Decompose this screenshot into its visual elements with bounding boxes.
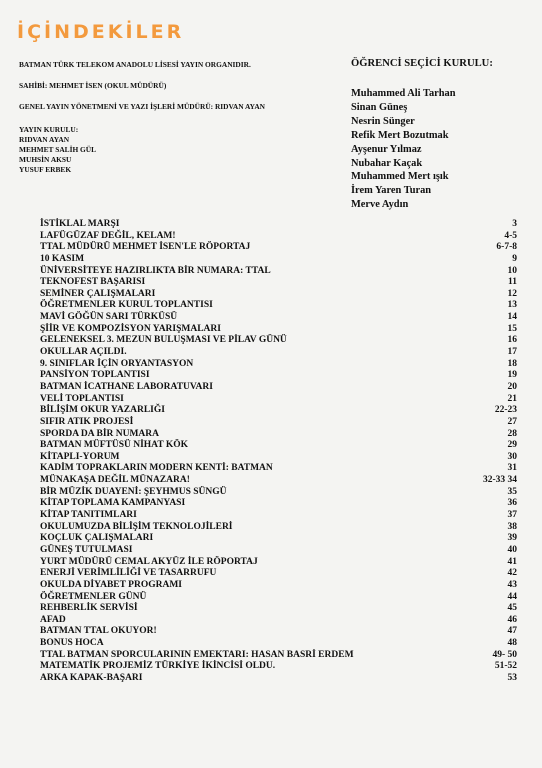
toc-entry-title: MAVİ GÖĞÜN SARI TÜRKÜSÜ xyxy=(40,312,178,323)
toc-entry-page: 41 xyxy=(507,556,517,567)
toc-entry-page: 4-5 xyxy=(504,230,517,241)
toc-entry-title: TTAL MÜDÜRÜ MEHMET İSEN'LE RÖPORTAJ xyxy=(40,242,251,253)
toc-entry-page: 48 xyxy=(507,638,517,649)
toc-entry[interactable] xyxy=(40,347,517,359)
toc-entry[interactable] xyxy=(40,452,517,464)
toc-entry-title: OKULDA DİYABET PROGRAMI xyxy=(40,579,182,590)
toc-entry-title: GÜNEŞ TUTULMASI xyxy=(40,544,133,555)
toc-entry-title: 9. SINIFLAR İÇİN ORYANTASYON xyxy=(40,358,194,369)
toc-entry-page: 38 xyxy=(507,521,517,532)
committee-member: Muhammed Ali Tarhan xyxy=(351,88,456,99)
toc-entry[interactable] xyxy=(40,626,517,638)
toc-entry[interactable] xyxy=(40,522,517,534)
toc-entry-title: 10 KASIM xyxy=(40,253,85,264)
toc-entry-page: 47 xyxy=(507,626,517,637)
toc-entry-title: İSTİKLAL MARŞI xyxy=(40,219,120,229)
toc-entry-title: SPORDA DA BİR NUMARA xyxy=(40,428,160,439)
toc-entry-title: ÖĞRETMENLER KURUL TOPLANTISI xyxy=(40,300,213,311)
toc-entry-page: 21 xyxy=(507,393,517,404)
toc-entry-page: 49- 50 xyxy=(492,649,517,660)
toc-entry-page: 44 xyxy=(507,591,517,602)
committee-list xyxy=(351,87,493,212)
toc-entry-page: 30 xyxy=(507,451,517,462)
toc-entry-page: 27 xyxy=(507,416,517,427)
toc-entry[interactable] xyxy=(40,650,517,662)
committee-member: Merve Aydın xyxy=(351,199,409,211)
toc-entry[interactable] xyxy=(40,254,517,266)
toc-entry-page: 32-33 34 xyxy=(482,475,517,486)
toc-entry[interactable] xyxy=(40,266,517,278)
publisher-info xyxy=(19,60,265,175)
toc-entry[interactable] xyxy=(40,429,517,441)
toc-entry-title: BATMAN İCATHANE LABORATUVARI xyxy=(40,381,213,392)
toc-entry-title: OKULUMUZDA BİLİŞİM TEKNOLOJİLERİ xyxy=(40,521,233,532)
toc-entry[interactable] xyxy=(40,510,517,522)
toc-entry-title: BİLİŞİM OKUR YAZARLIĞI xyxy=(40,405,165,416)
committee-member: Muhammed Mert ışık xyxy=(351,171,449,183)
toc-entry-title: VELİ TOPLANTISI xyxy=(40,393,124,404)
toc-entry-page: 35 xyxy=(507,486,517,497)
toc-entry[interactable] xyxy=(40,533,517,545)
toc-entry-title: TEKNOFEST BAŞARISI xyxy=(40,277,146,288)
toc-entry-title: SEMİNER ÇALIŞMALARI xyxy=(40,288,156,299)
toc-entry[interactable] xyxy=(40,592,517,604)
board-member: YUSUF ERBEK xyxy=(19,165,72,174)
toc-entry-title: BİR MÜZİK DUAYENİ: ŞEYHMUS SÜNGÜ xyxy=(40,486,227,497)
toc-entry-page: 29 xyxy=(507,440,517,451)
toc-entry-page: 18 xyxy=(507,358,517,369)
toc-entry-page: 11 xyxy=(508,277,517,288)
toc-entry[interactable] xyxy=(40,568,517,580)
toc-entry-page: 39 xyxy=(507,533,517,544)
toc-entry-page: 46 xyxy=(507,614,517,625)
toc-entry-title: BATMAN TTAL OKUYOR! xyxy=(40,626,157,637)
board-member: MUHSİN AKSU xyxy=(19,155,72,164)
toc-entry-title: MÜNAKAŞA DEĞİL MÜNAZARA! xyxy=(40,475,190,486)
toc-entry[interactable] xyxy=(40,545,517,557)
committee-member: Refik Mert Bozutmak xyxy=(351,129,449,141)
toc-entry[interactable] xyxy=(40,359,517,371)
toc-entry-title: TTAL BATMAN SPORCULARININ EMEKTARI: HASAN BASRİ ERDEM xyxy=(40,649,354,660)
toc-entry[interactable] xyxy=(40,661,517,673)
toc-entry-page: 19 xyxy=(507,370,517,381)
toc-entry-page: 40 xyxy=(507,544,517,555)
toc-entry[interactable] xyxy=(40,405,517,417)
toc-entry-title: KİTAP TOPLAMA KAMPANYASI xyxy=(40,498,186,509)
toc-entry-title: ÖĞRETMENLER GÜNÜ xyxy=(40,591,147,602)
toc-entry[interactable] xyxy=(40,289,517,301)
toc-entry-title: AFAD xyxy=(40,614,66,625)
toc-entry[interactable] xyxy=(40,300,517,312)
toc-entry-page: 15 xyxy=(507,323,517,334)
committee-member: Nubahar Kaçak xyxy=(351,157,423,169)
toc-entry[interactable] xyxy=(40,580,517,592)
toc-entry-title: PANSİYON TOPLANTISI xyxy=(40,370,150,381)
toc-entry[interactable] xyxy=(40,219,517,231)
toc-entry[interactable] xyxy=(40,324,517,336)
toc-entry[interactable] xyxy=(40,394,517,406)
toc-entry-title: YURT MÜDÜRÜ CEMAL AKYÜZ İLE RÖPORTAJ xyxy=(40,556,258,567)
toc-entry-title: KADİM TOPRAKLARIN MODERN KENTİ: BATMAN xyxy=(40,463,273,474)
toc-entry[interactable] xyxy=(40,312,517,324)
toc-entry[interactable] xyxy=(40,335,517,347)
toc-entry-page: 16 xyxy=(507,335,517,346)
committee-member: İrem Yaren Turan xyxy=(351,185,432,197)
toc-entry-title: LAFÜGÜZAF DEĞİL, KELAM! xyxy=(40,230,176,241)
toc-entry-title: KİTAP TANITIMLARI xyxy=(40,510,137,521)
toc-entry-title: BONUS HOCA xyxy=(40,638,104,649)
board-member: RIDVAN AYAN xyxy=(19,135,70,144)
toc-entry[interactable] xyxy=(40,498,517,510)
toc-entry[interactable] xyxy=(40,370,517,382)
toc-entry-title: GELENEKSEL 3. MEZUN BULUŞMASI VE PİLAV GÜNÜ xyxy=(40,335,287,346)
toc-entry[interactable] xyxy=(40,463,517,475)
toc-entry-page: 14 xyxy=(507,312,517,323)
committee-member: Ayşenur Yılmaz xyxy=(351,143,422,155)
toc-entry-title: ARKA KAPAK-BAŞARI xyxy=(40,672,143,683)
toc-entry[interactable] xyxy=(40,277,517,289)
toc-entry[interactable] xyxy=(40,603,517,615)
committee-member: Sinan Güneş xyxy=(351,101,408,113)
committee-heading: ÖĞRENCİ SEÇİCİ KURULU: xyxy=(351,58,493,69)
toc-entry-page: 22-23 xyxy=(494,405,517,416)
toc-entry[interactable] xyxy=(40,440,517,452)
toc-entry-title: ŞİİR VE KOMPOZİSYON YARIŞMALARI xyxy=(40,323,221,334)
toc-entry-page: 12 xyxy=(507,288,517,299)
toc-entry-page: 51-52 xyxy=(494,661,517,672)
board-member: MEHMET SALİH GÜL xyxy=(19,145,97,154)
toc-entry-page: 20 xyxy=(507,381,517,392)
toc-entry[interactable] xyxy=(40,231,517,243)
toc-entry[interactable] xyxy=(40,382,517,394)
toc-entry-page: 53 xyxy=(507,672,517,683)
board-title: YAYIN KURULU: xyxy=(19,125,79,134)
toc-entry[interactable] xyxy=(40,475,517,487)
toc-entry-page: 31 xyxy=(507,463,517,474)
toc-entry-title: SIFIR ATIK PROJESİ xyxy=(40,416,134,427)
toc-entry-title: KİTAPLI-YORUM xyxy=(40,451,120,462)
toc-entry-page: 3 xyxy=(512,219,517,229)
toc-entry[interactable] xyxy=(40,242,517,254)
toc-entry[interactable] xyxy=(40,615,517,627)
toc-entry[interactable] xyxy=(40,487,517,499)
toc-entry-page: 43 xyxy=(507,579,517,590)
toc-entry-page: 10 xyxy=(507,265,517,276)
toc-entry-page: 13 xyxy=(507,300,517,311)
toc-entry-page: 6-7-8 xyxy=(496,242,517,253)
toc-entry-title: ENERJİ VERİMLİLİĞİ VE TASARRUFU xyxy=(40,568,217,579)
toc-entry-page: 17 xyxy=(507,347,517,358)
toc-entry-title: BATMAN MÜFTÜSÜ NİHAT KÖK xyxy=(40,440,189,451)
toc-entry[interactable] xyxy=(40,673,517,685)
toc-entry-page: 9 xyxy=(512,253,517,264)
toc-entry[interactable] xyxy=(40,557,517,569)
table-of-contents xyxy=(40,219,517,685)
page-title: İÇİNDEKİLER xyxy=(17,21,185,43)
toc-entry[interactable] xyxy=(40,417,517,429)
toc-entry-title: ÜNİVERSİTEYE HAZIRLIKTA BİR NUMARA: TTAL xyxy=(40,265,271,276)
toc-entry-title: REHBERLİK SERVİSİ xyxy=(40,603,138,614)
publisher-organ: BATMAN TÜRK TELEKOM ANADOLU LİSESİ YAYIN ORGANIDIR. xyxy=(19,60,251,69)
committee-member: Nesrin Sünger xyxy=(351,115,415,127)
toc-entry-title: KOÇLUK ÇALIŞMALARI xyxy=(40,533,154,544)
toc-entry-title: OKULLAR AÇILDI. xyxy=(40,347,127,358)
publisher-owner: SAHİBİ: MEHMET İSEN (OKUL MÜDÜRÜ) xyxy=(19,81,167,90)
toc-entry-page: 37 xyxy=(507,510,517,521)
toc-entry-page: 36 xyxy=(507,498,517,509)
student-committee xyxy=(351,58,493,212)
toc-entry-page: 42 xyxy=(507,568,517,579)
toc-entry[interactable] xyxy=(40,638,517,650)
toc-entry-title: MATEMATİK PROJEMİZ TÜRKİYE İKİNCİSİ OLDU. xyxy=(40,661,276,672)
publisher-editor: GENEL YAYIN YÖNETMENİ VE YAZI İŞLERİ MÜDÜRÜ: RIDVAN AYAN xyxy=(19,102,265,111)
toc-entry-page: 45 xyxy=(507,603,517,614)
toc-entry-page: 28 xyxy=(507,428,517,439)
